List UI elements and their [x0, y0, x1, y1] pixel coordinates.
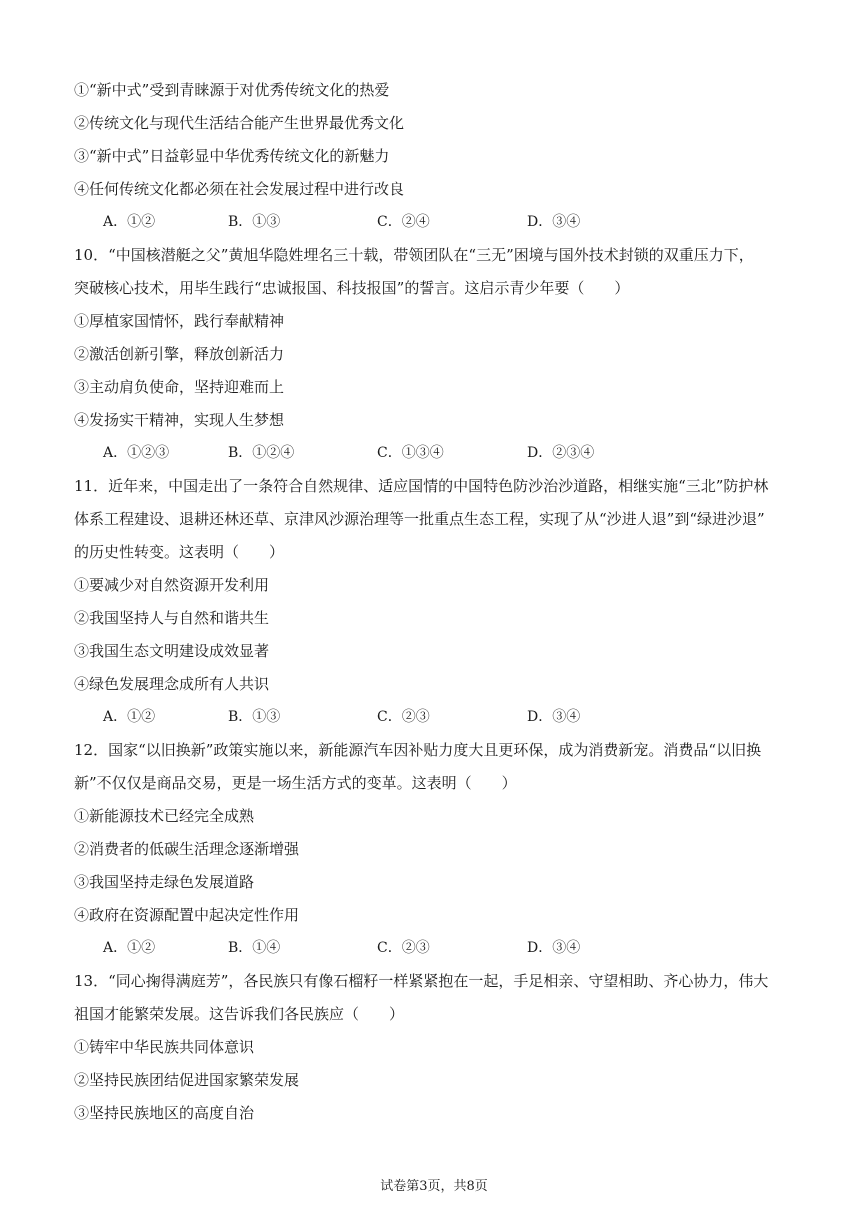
q12-option-b: B．①④ — [228, 940, 281, 956]
q13-stem-line-1: 13．“同心掬得满庭芳”，各民族只有像石榴籽一样紧紧抱在一起，手足相亲、守望相助、齐心协力，伟大 — [74, 972, 769, 990]
q12-stem-line-2: 新”不仅仅是商品交易，更是一场生活方式的变革。这表明（ ） — [74, 774, 517, 792]
q11-item-3: ③我国生态文明建设成效显著 — [74, 642, 270, 660]
q11-stem-line-2: 体系工程建设、退耕还林还草、京津风沙源治理等一批重点生态工程，实现了从“沙进人退”到“绿进沙退” — [74, 510, 765, 528]
q13-item-1: ①铸牢中华民族共同体意识 — [74, 1038, 255, 1056]
q12-stem-line-1: 12．国家“以旧换新”政策实施以来，新能源汽车因补贴力度大且更环保，成为消费新宠。消费品“以旧换 — [74, 741, 762, 759]
q12-option-a: A．①② — [103, 940, 156, 956]
q10-option-c: C．①③④ — [377, 445, 444, 461]
q12-option-c: C．②③ — [377, 940, 430, 956]
q12-item-2: ②消费者的低碳生活理念逐渐增强 — [74, 840, 300, 858]
q9-option-a: A．①② — [103, 214, 156, 230]
q10-item-4: ④发扬实干精神，实现人生梦想 — [74, 411, 285, 429]
q10-item-3: ③主动肩负使命，坚持迎难而上 — [74, 378, 285, 396]
q12-item-3: ③我国坚持走绿色发展道路 — [74, 873, 255, 891]
q9-option-d: D．③④ — [527, 214, 581, 230]
q11-item-2: ②我国坚持人与自然和谐共生 — [74, 609, 270, 627]
q11-stem-line-3: 的历史性转变。这表明（ ） — [74, 543, 285, 561]
q13-item-2: ②坚持民族团结促进国家繁荣发展 — [74, 1071, 300, 1089]
q9-item-2: ②传统文化与现代生活结合能产生世界最优秀文化 — [74, 114, 405, 132]
q9-option-b: B．①③ — [228, 214, 281, 230]
q10-item-1: ①厚植家国情怀，践行奉献精神 — [74, 312, 285, 330]
q10-item-2: ②激活创新引擎，释放创新活力 — [74, 345, 285, 363]
q11-option-b: B．①③ — [228, 709, 281, 725]
q12-item-1: ①新能源技术已经完全成熟 — [74, 807, 255, 825]
q13-stem-line-2: 祖国才能繁荣发展。这告诉我们各民族应（ ） — [74, 1005, 405, 1023]
q11-item-1: ①要减少对自然资源开发利用 — [74, 576, 270, 594]
q10-stem-line-1: 10．“中国核潜艇之父”黄旭华隐姓埋名三十载，带领团队在“三无”困境与国外技术封锁的双重压力下， — [74, 246, 754, 264]
q10-option-b: B．①②④ — [228, 445, 295, 461]
q11-stem-line-1: 11．近年来，中国走出了一条符合自然规律、适应国情的中国特色防沙治沙道路，相继实施“三北”防护林 — [74, 477, 769, 495]
q9-item-4: ④任何传统文化都必须在社会发展过程中进行改良 — [74, 180, 405, 198]
q11-option-c: C．②③ — [377, 709, 430, 725]
q11-option-d: D．③④ — [527, 709, 581, 725]
q10-option-a: A．①②③ — [103, 445, 170, 461]
q9-option-c: C．②④ — [377, 214, 430, 230]
page-footer: 试卷第3页，共8页 — [380, 1179, 488, 1194]
q9-item-1: ①“新中式”受到青睐源于对优秀传统文化的热爱 — [74, 81, 390, 99]
q13-item-3: ③坚持民族地区的高度自治 — [74, 1104, 255, 1122]
q10-option-d: D．②③④ — [527, 445, 595, 461]
q11-item-4: ④绿色发展理念成所有人共识 — [74, 675, 270, 693]
q12-item-4: ④政府在资源配置中起决定性作用 — [74, 906, 300, 924]
q9-item-3: ③“新中式”日益彰显中华优秀传统文化的新魅力 — [74, 147, 390, 165]
q10-stem-line-2: 突破核心技术，用毕生践行“忠诚报国、科技报国”的誓言。这启示青少年要（ ） — [74, 279, 630, 297]
q12-option-d: D．③④ — [527, 940, 581, 956]
q11-option-a: A．①② — [103, 709, 156, 725]
